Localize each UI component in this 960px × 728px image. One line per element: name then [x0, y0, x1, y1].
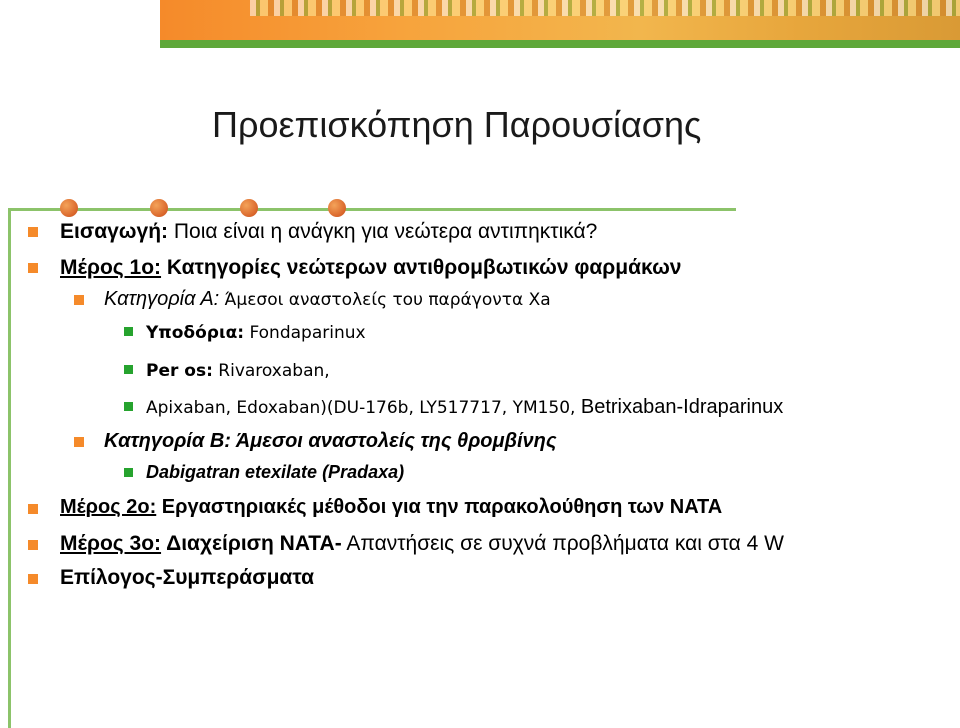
bullet-icon — [124, 365, 133, 374]
bullet-icon — [28, 540, 38, 550]
list-item-part3: Μέρος 3ο: Διαχείριση ΝΑΤΑ- Απαντήσεις σε συχνά προβλήματα και στα 4 W — [60, 532, 784, 555]
list-item-per-os: Per os: Rivaroxaban, — [146, 361, 330, 381]
bullet-icon — [124, 402, 133, 411]
list-item-apixaban: Apixaban, Edoxaban)(DU-176b, LY517717, YM150, Betrixaban-Idraparinux — [146, 396, 784, 418]
list-item-intro: Εισαγωγή: Ποια είναι η ανάγκη για νεώτερα αντιπηκτικά? — [60, 220, 598, 243]
slide-title: Προεπισκόπηση Παρουσίασης — [212, 104, 702, 145]
bullet-icon — [74, 437, 84, 447]
bullet-icon — [124, 327, 133, 336]
list-item-epilogue: Επίλογος-Συμπεράσματα — [60, 566, 315, 589]
bullet-icon — [28, 504, 38, 514]
bullet-icon — [28, 574, 38, 584]
list-item-subcutaneous: Υποδόρια: Fondaparinux — [146, 323, 366, 343]
list-item-part2: Μέρος 2ο: Εργαστηριακές μέθοδοι για την παρακολούθηση των ΝΑΤΑ — [60, 496, 723, 518]
list-item-dabigatran: Dabigatran etexilate (Pradaxa) — [146, 462, 405, 482]
bullet-icon — [28, 263, 38, 273]
list-item-category-b: Κατηγορία Β: Άμεσοι αναστολείς της θρομβίνης — [104, 430, 557, 452]
list-item-part1: Μέρος 1ο: Κατηγορίες νεώτερων αντιθρομβωτικών φαρμάκων — [60, 256, 682, 279]
list-item-category-a: Κατηγορία Α: Άμεσοι αναστολείς του παράγοντα Xa — [104, 288, 551, 310]
bullet-icon — [28, 227, 38, 237]
bullet-icon — [124, 468, 133, 477]
bullet-icon — [74, 295, 84, 305]
